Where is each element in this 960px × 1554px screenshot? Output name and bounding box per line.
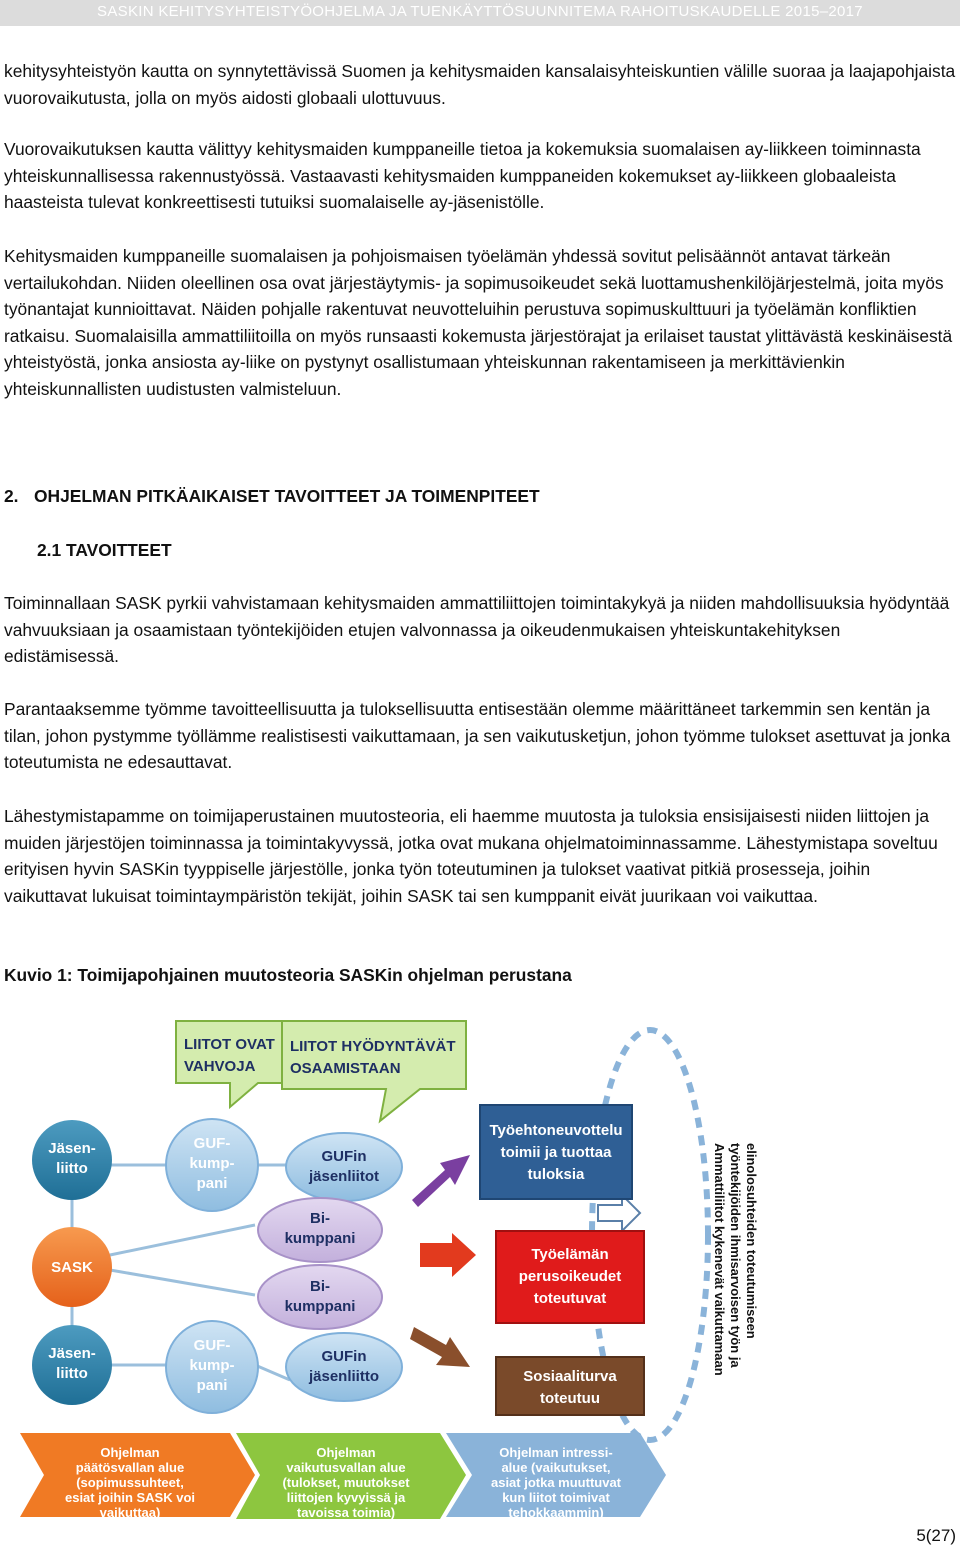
svg-text:toteutuu: toteutuu [540,1390,600,1407]
svg-text:työntekijöiden ihmisarvoisen t: työntekijöiden ihmisarvoisen työn ja [728,1143,743,1368]
bottom-arrow-intressialue [446,1433,666,1520]
bottom-arrow-vaikutusvalta [236,1433,466,1520]
callout-right-line-1: LIITOT HYÖDYNTÄVÄT [290,1038,456,1055]
svg-text:Ohjelman: Ohjelman [100,1445,160,1460]
page-number: 5(27) [916,1526,956,1545]
paragraph-1: kehitysyhteistyön kautta on synnytettävissä Suomen ja kehitysmaiden kansalaisyhteiskuntien välille suoraa ja laajapohjaista vuorovaikutusta, jolla on myös aidosti globaali ulottuvuus. [4,61,956,108]
svg-text:Ammattiliitot kykenevät vaikut: Ammattiliitot kykenevät vaikuttamaan [712,1143,727,1376]
outcome-perusoikeudet [496,1231,644,1323]
theory-of-change-diagram [0,1005,960,1545]
svg-text:Jäsen-: Jäsen- [48,1345,96,1362]
svg-text:GUF-: GUF- [193,1135,231,1152]
svg-text:kumppani: kumppani [284,1298,356,1315]
svg-text:Sosiaaliturva: Sosiaaliturva [523,1368,617,1385]
svg-text:perusoikeudet: perusoikeudet [518,1268,622,1285]
svg-text:jäsenliitto: jäsenliitto [308,1368,380,1385]
paragraph-2: Vuorovaikutuksen kautta välittyy kehitysmaiden kumppaneille tietoa ja kokemuksia suomalaisen ay-liikkeen toiminnasta yhteiskunnallisessa rakennustyössä. Vastaavasti kehitysmaiden kumppaneiden kokemukset ay-liikkeen globaaleista haasteista tulevat konkreettisesti tutuiksi suomalaiselle ay-jäsenistölle. [4,139,921,213]
svg-text:Työelämän: Työelämän [531,1246,609,1263]
paragraph-5: Parantaaksemme työmme tavoitteellisuutta ja tuloksellisuutta entisestään olemme määrittäneet tarkemmin sen kentän ja tilan, johon pystymme työllämme realistisesti vaikuttamaan, ja sen vaikutusketjun, johon työmme tulokset asettuvat ja jonka toteutumista ne edesauttavat. [4,699,951,773]
section-number: 2. [4,486,19,506]
node-jasenliitto-top [32,1120,112,1200]
node-guf-kumppani-bottom [166,1321,258,1413]
svg-text:asiat jotka muuttuvat: asiat jotka muuttuvat [490,1475,622,1490]
arrow-outline-right [598,1195,640,1231]
svg-text:Jäsen-: Jäsen- [48,1140,96,1157]
svg-text:kump-: kump- [189,1357,235,1374]
arrow-purple-up [412,1155,470,1207]
svg-text:SASK: SASK [51,1259,93,1276]
bottom-arrow-paatosvalta [20,1433,255,1520]
svg-text:Työehtoneuvottelu: Työehtoneuvottelu [489,1122,623,1139]
svg-text:toteutuvat: toteutuvat [533,1290,607,1307]
svg-text:kumppani: kumppani [284,1230,356,1247]
svg-text:(tulokset, muutokset: (tulokset, muutokset [282,1475,410,1490]
paragraph-6: Lähestymistapamme on toimijaperustainen muutosteoria, eli haemme muutosta ja tuloksia ensisijaisesti niiden liittojen ja muiden järjestöjen toiminnassa ja toimintakyvyssä, jotka ovat mukana ohjelmatoiminnassamme. Lähestymistapa soveltuu erityisen hyvin SASKin tyyppiselle järjestölle, jonka työn toteutuminen ja tulokset vaativat pitkiä prosesseja, joihin vaikuttavat lukuisat toimintaympäristön tekijät, joihin SASK tai sen kumppanit eivät juurikaan voi vaikuttaa. [4,806,938,906]
svg-text:pani: pani [196,1175,228,1192]
section-heading [4,483,540,509]
node-gufin-jasenliitto [286,1333,402,1401]
svg-text:jäsenliitot: jäsenliitot [308,1168,380,1185]
svg-text:esiat joihin SASK voi: esiat joihin SASK voi [64,1490,196,1505]
svg-text:GUF-: GUF- [193,1337,231,1354]
svg-text:liittojen kyvyissä ja: liittojen kyvyissä ja [286,1490,406,1505]
svg-text:liitto: liitto [56,1365,88,1382]
subsection-heading: 2.1 TAVOITTEET [37,540,172,560]
svg-text:tuloksia: tuloksia [527,1166,585,1183]
arrow-red-right [420,1233,476,1277]
callout-liitot-hyodyntavat [282,1021,466,1121]
vertical-impact-text [712,1143,759,1376]
svg-text:GUFin: GUFin [321,1348,367,1365]
callout-left-line-1: LIITOT OVAT [184,1036,275,1053]
svg-text:Bi-: Bi- [310,1278,330,1295]
callout-liitot-ovat-vahvoja [176,1021,282,1107]
callout-left-line-2: VAHVOJA [184,1058,256,1075]
node-jasenliitto-bottom [32,1325,112,1405]
outcome-tyoehtoneuvottelu [480,1105,632,1199]
svg-text:tehokkaammin): tehokkaammin) [508,1505,604,1520]
svg-text:pani: pani [196,1377,228,1394]
node-bi-kumppani-1 [258,1198,382,1262]
node-bi-kumppani-2 [258,1265,382,1329]
paragraph-4: Toiminnallaan SASK pyrkii vahvistamaan kehitysmaiden ammattiliittojen toimintakykyä ja niiden mahdollisuuksia hyödyntää vahvuuksiaan ja osaamistaan työntekijöiden etujen valvonnassa ja oikeudenmukaisen yhteiskuntakehityksen edistämisessä. [4,593,950,667]
svg-text:Bi-: Bi- [310,1210,330,1227]
svg-text:elinolosuhteiden toteutumiseen: elinolosuhteiden toteutumiseen [744,1143,759,1339]
paragraph-3: Kehitysmaiden kumppaneille suomalaisen ja pohjoismaisen työelämän yhdessä sovitut pelisäännöt antavat tärkeän vertailukohdan. Niiden oleellinen osa ovat järjestäytymis- ja sopimusoikeudet sekä luottamushenkilöjärjestelmä, joita myös työnantajat kunnioittavat. Näiden pohjalle rakentuvat neuvotteluihin perustuva sopimuskulttuuri ja työelämän konfliktien ratkaisu. Suomalaisilla ammattiliitoilla on myös runsaasti kokemusta järjestörajat ja erilaiset taustat ylittävästä keskinäisestä yhteistyöstä, jonka ansiosta ay-liike on pystynyt osallistumaan yhteiskunnan rakentamiseen ja merkittävienkin yhteiskunnallisten uudistusten valmisteluun. [4,246,953,399]
svg-text:alue (vaikutukset,: alue (vaikutukset, [501,1460,611,1475]
svg-text:kump-: kump- [189,1155,235,1172]
section-title: OHJELMAN PITKÄAIKAISET TAVOITTEET JA TOIMENPITEET [34,486,540,506]
figure-caption: Kuvio 1: Toimijapohjainen muutosteoria SASKin ohjelman perustana [4,965,572,985]
node-gufin-jasenliitot [286,1133,402,1201]
svg-text:tavoissa toimia): tavoissa toimia) [296,1505,396,1520]
node-guf-kumppani-top [166,1119,258,1211]
svg-text:päätösvallan alue: päätösvallan alue [75,1460,185,1475]
svg-text:toimii ja tuottaa: toimii ja tuottaa [500,1144,612,1161]
document-header: SASKIN KEHITYSYHTEISTYÖOHJELMA JA TUENKÄYTTÖSUUNNITEMA RAHOITUSKAUDELLE 2015–2017 [0,0,960,26]
arrow-brown-down [410,1327,470,1367]
svg-text:(sopimussuhteet,: (sopimussuhteet, [76,1475,184,1490]
node-sask [32,1227,112,1307]
svg-text:vaikuttaa): vaikuttaa) [99,1505,161,1520]
svg-text:GUFin: GUFin [321,1148,367,1165]
svg-text:Ohjelman intressi-: Ohjelman intressi- [499,1445,613,1460]
outcome-sosiaaliturva [496,1357,644,1415]
callout-right-line-2: OSAAMISTAAN [290,1060,401,1077]
svg-text:vaikutusvallan alue: vaikutusvallan alue [286,1460,406,1475]
svg-text:Ohjelman: Ohjelman [316,1445,376,1460]
svg-text:kun liitot toimivat: kun liitot toimivat [502,1490,610,1505]
svg-text:liitto: liitto [56,1160,88,1177]
